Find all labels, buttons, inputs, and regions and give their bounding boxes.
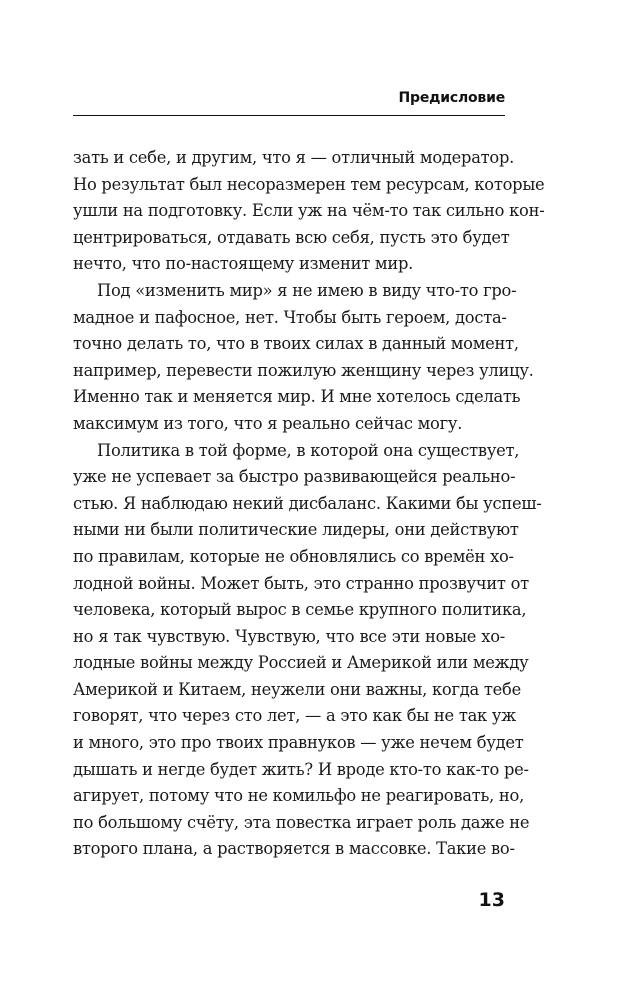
- text-line: второго плана, а растворяется в массовке. Такие во-: [73, 839, 515, 859]
- text-line: Но результат был несоразмерен тем ресурсам, которые: [73, 174, 545, 194]
- text-line: нечто, что по-настоящему изменит мир.: [73, 254, 414, 274]
- text-line: по большому счёту, эта повестка играет роль даже не: [73, 812, 530, 832]
- running-head-title: Предисловие: [398, 90, 505, 106]
- text-line: максимум из того, что я реально сейчас могу.: [73, 413, 463, 433]
- text-line: мадное и пафосное, нет. Чтобы быть героем, доста-: [73, 307, 507, 327]
- page-number: 13: [478, 889, 505, 911]
- paragraph-first-line: Политика в той форме, в которой она существует,: [97, 440, 520, 460]
- text-line: зать и себе, и другим, что я — отличный модератор.: [73, 148, 515, 167]
- body-text: [73, 145, 545, 863]
- text-line: человека, который вырос в семье крупного политика,: [73, 600, 527, 620]
- text-line: но я так чувствую. Чувствую, что все эти новые хо-: [73, 626, 505, 646]
- text-line: дышать и негде будет жить? И вроде кто-то как-то ре-: [73, 759, 529, 779]
- paragraph-first-line: Под «изменить мир» я не имею в виду что-то гро-: [97, 280, 517, 300]
- header-rule: [73, 115, 505, 116]
- text-line: центрироваться, отдавать всю себя, пусть это будет: [73, 227, 510, 247]
- text-line: лодной войны. Может быть, это странно прозвучит от: [73, 573, 529, 593]
- text-line: например, перевести пожилую женщину через улицу.: [73, 360, 534, 380]
- text-line: ушли на подготовку. Если уж на чём-то так сильно кон-: [73, 201, 545, 221]
- text-line: уже не успевает за быстро развивающейся реально-: [73, 467, 516, 487]
- text-line: агирует, потому что не комильфо не реагировать, но,: [73, 786, 525, 806]
- text-line: и много, это про твоих правнуков — уже нечем будет: [73, 733, 524, 753]
- text-line: точно делать то, что в твоих силах в данный момент,: [73, 334, 519, 354]
- text-line: по правилам, которые не обновлялись со времён хо-: [73, 546, 514, 566]
- text-line: Именно так и меняется мир. И мне хотелось сделать: [73, 387, 521, 407]
- text-line: говорят, что через сто лет, — а это как бы не так уж: [73, 706, 516, 726]
- text-line: лодные войны между Россией и Америкой или между: [73, 653, 529, 673]
- text-line: Америкой и Китаем, неужели они важны, когда тебе: [73, 679, 521, 699]
- text-line: стью. Я наблюдаю некий дисбаланс. Какими бы успеш-: [73, 493, 542, 513]
- text-line: ными ни были политические лидеры, они действуют: [73, 520, 519, 540]
